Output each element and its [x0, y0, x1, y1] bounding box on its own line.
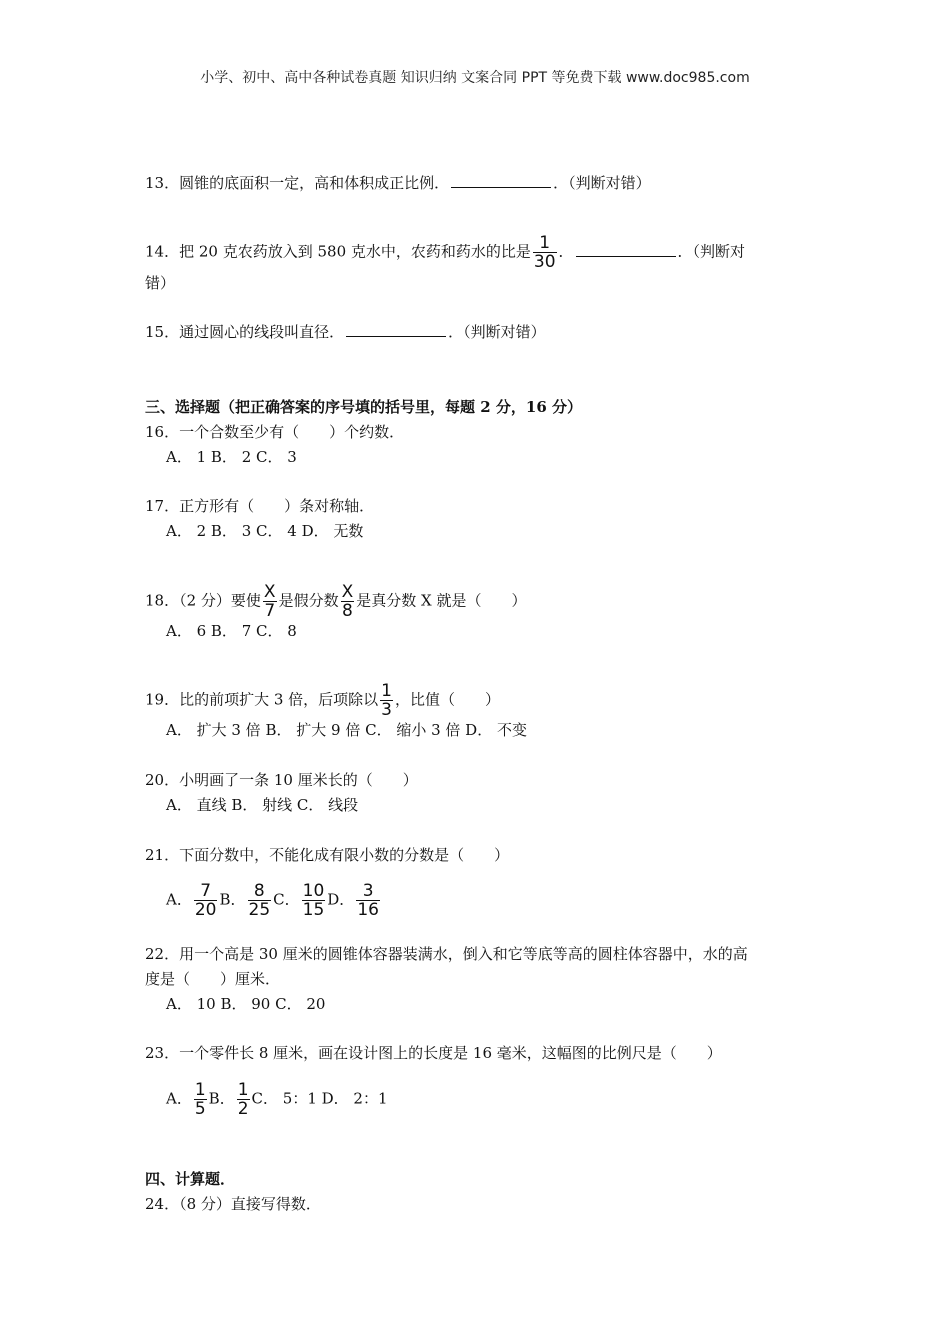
question-22-options: A． 10 B． 90 C． 20 — [166, 995, 326, 1013]
option-c-label: C． — [273, 890, 300, 909]
question-19 — [145, 682, 500, 719]
question-14-mid: ． — [558, 242, 574, 261]
question-14-suffix: ．（判断对 — [677, 242, 746, 261]
question-22: 22．用一个高是 30 厘米的圆锥体容器装满水，倒入和它等底等高的圆柱体容器中，水的高 — [145, 945, 748, 963]
fraction-7-20: $\frac{7}{20}$ — [194, 881, 217, 920]
fraction-1-5: $\frac{1}{5}$ — [194, 1080, 206, 1119]
option-d-label: D． — [327, 890, 355, 909]
question-23-options — [166, 1081, 388, 1118]
question-15 — [145, 322, 546, 342]
question-22-wrap: 度是（ ）厘米． — [145, 970, 281, 988]
fraction-1-2: $\frac{1}{2}$ — [237, 1080, 249, 1119]
question-13-text: 13．圆锥的底面积一定，高和体积成正比例． — [145, 174, 450, 192]
fraction-1-3: $\frac{1}{3}$ — [381, 681, 392, 720]
question-20-options: A． 直线 B． 射线 C． 线段 — [166, 796, 359, 814]
question-18 — [145, 583, 526, 620]
fraction-1-30: $\frac{1}{30}$ — [533, 233, 556, 272]
question-18-pre: 18．（2 分）要使 — [145, 591, 261, 610]
question-16: 16．一个合数至少有（ ）个约数． — [145, 423, 405, 441]
question-14 — [145, 234, 745, 271]
section-4-title: 四、计算题． — [145, 1170, 236, 1188]
question-16-options: A． 1 B． 2 C． 3 — [166, 448, 297, 466]
question-19-post: ，比值（ ） — [395, 690, 501, 709]
answer-blank-15[interactable] — [346, 322, 446, 337]
question-14-wrap: 错） — [145, 274, 176, 292]
option-b-label: B． — [208, 1089, 235, 1108]
question-23: 23．一个零件长 8 厘米，画在设计图上的长度是 16 毫米，这幅图的比例尺是（ ） — [145, 1044, 722, 1062]
question-15-text: 15．通过圆心的线段叫直径． — [145, 323, 345, 341]
fraction-x-7: $\frac{X}{7}$ — [263, 582, 276, 621]
fraction-8-25: $\frac{8}{25}$ — [248, 881, 271, 920]
question-20: 20．小明画了一条 10 厘米长的（ ） — [145, 771, 418, 789]
option-b-label: B． — [219, 890, 246, 909]
option-a-label: A． — [166, 890, 192, 909]
section-3-title: 三、选择题（把正确答案的序号填的括号里，每题 2 分，16 分） — [145, 398, 582, 416]
page-header: 小学、初中、高中各种试卷真题 知识归纳 文案合同 PPT 等免费下载 www.doc985.com — [200, 70, 750, 86]
question-21-options — [166, 882, 382, 919]
question-15-suffix: ．（判断对错） — [448, 323, 546, 341]
question-14-text: 14．把 20 克农药放入到 580 克水中，农药和药水的比是 — [145, 242, 531, 261]
question-18-post: 是真分数 X 就是（ ） — [356, 591, 527, 610]
question-13 — [145, 173, 651, 193]
fraction-x-8: $\frac{X}{8}$ — [341, 582, 354, 621]
question-21: 21．下面分数中，不能化成有限小数的分数是（ ） — [145, 846, 510, 864]
option-c-d: C． 5：1 D． 2：1 — [251, 1089, 388, 1108]
question-17: 17．正方形有（ ）条对称轴． — [145, 497, 375, 515]
fraction-10-15: $\frac{10}{15}$ — [302, 881, 325, 920]
question-24: 24．（8 分）直接写得数． — [145, 1195, 321, 1213]
answer-blank-14[interactable] — [576, 242, 676, 257]
question-18-mid: 是假分数 — [278, 591, 339, 610]
option-a-label: A． — [166, 1089, 192, 1108]
question-13-suffix: ．（判断对错） — [553, 174, 651, 192]
answer-blank-13[interactable] — [451, 173, 551, 188]
fraction-3-16: $\frac{3}{16}$ — [357, 881, 379, 920]
question-19-pre: 19．比的前项扩大 3 倍，后项除以 — [145, 690, 379, 709]
question-19-options: A． 扩大 3 倍 B． 扩大 9 倍 C． 缩小 3 倍 D． 不变 — [166, 721, 527, 739]
question-17-options: A． 2 B． 3 C． 4 D． 无数 — [166, 522, 364, 540]
question-18-options: A． 6 B． 7 C． 8 — [166, 622, 297, 640]
